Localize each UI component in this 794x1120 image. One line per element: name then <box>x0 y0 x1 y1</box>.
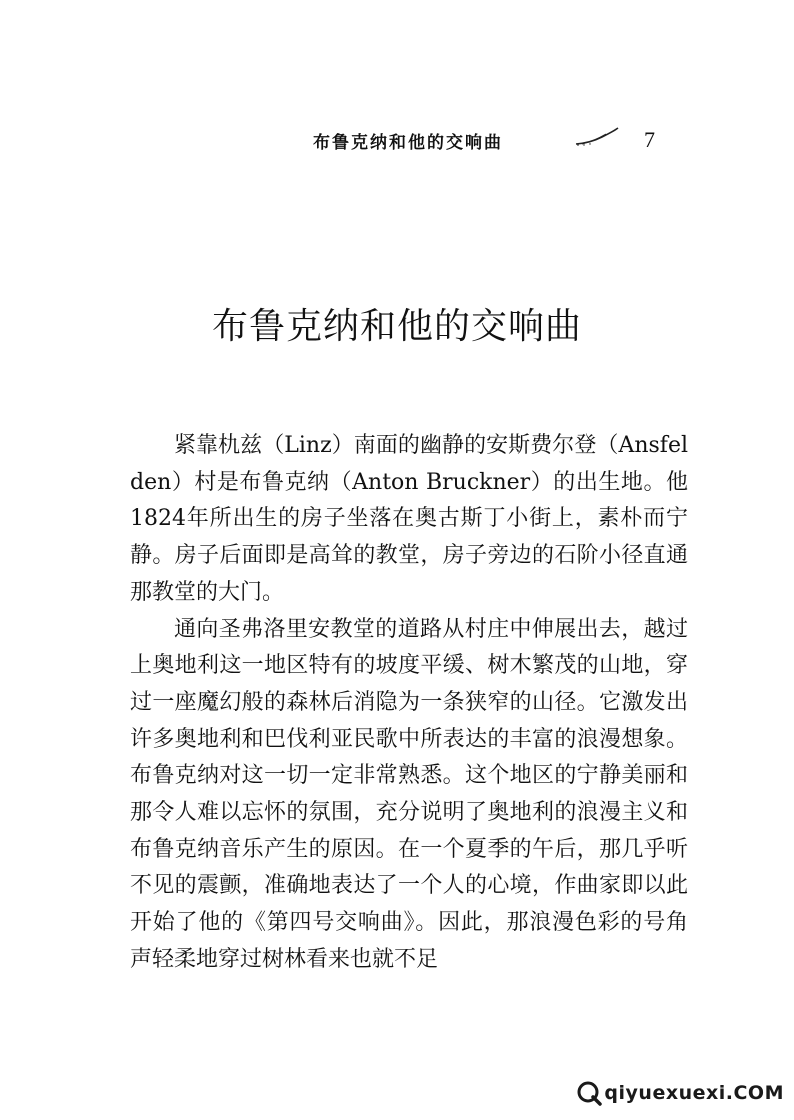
running-header <box>0 126 794 156</box>
chapter-title: 布鲁克纳和他的交响曲 <box>211 306 582 347</box>
flourish-icon <box>572 126 620 148</box>
watermark-text: qiyuexuexi.COM <box>604 1082 784 1104</box>
page-number: 7 <box>644 127 655 152</box>
paragraph-2: 通向圣弗洛里安教堂的道路从村庄中伸展出去，越过上奥地利这一地区特有的坡度平缓、树木繁茂的山地，穿过一座魔幻般的森林后消隐为一条狭窄的山径。它激发出许多奥地利和巴伐利亚民歌中所表达的丰富的浪漫想象。布鲁克纳对这一切一定非常熟悉。这个地区的宁静美丽和那令人难以忘怀的氛围，充分说明了奥地利的浪漫主义和布鲁克纳音乐产生的原因。在一个夏季的午后，那几乎听不见的震颤，准确地表达了一个人的心境，作曲家即以此开始了他的《第四号交响曲》。因此，那浪漫色彩的号角声轻柔地穿过树林看来也就不足 <box>130 616 688 972</box>
running-title: 布鲁克纳和他的交响曲 <box>313 133 503 153</box>
paragraph-1: 紧靠朹兹（Linz）南面的幽静的安斯费尔登（Ansfelden）村是布鲁克纳（Anton Bruckner）的出生地。他1824年所出生的房子坐落在奥古斯丁小街上，素朴而宁静。房子后面即是高耸的教堂，房子旁边的石阶小径直通那教堂的大门。 <box>130 433 688 605</box>
body-text <box>130 428 688 979</box>
watermark-logo-icon <box>576 1080 602 1106</box>
watermark <box>576 1078 784 1108</box>
